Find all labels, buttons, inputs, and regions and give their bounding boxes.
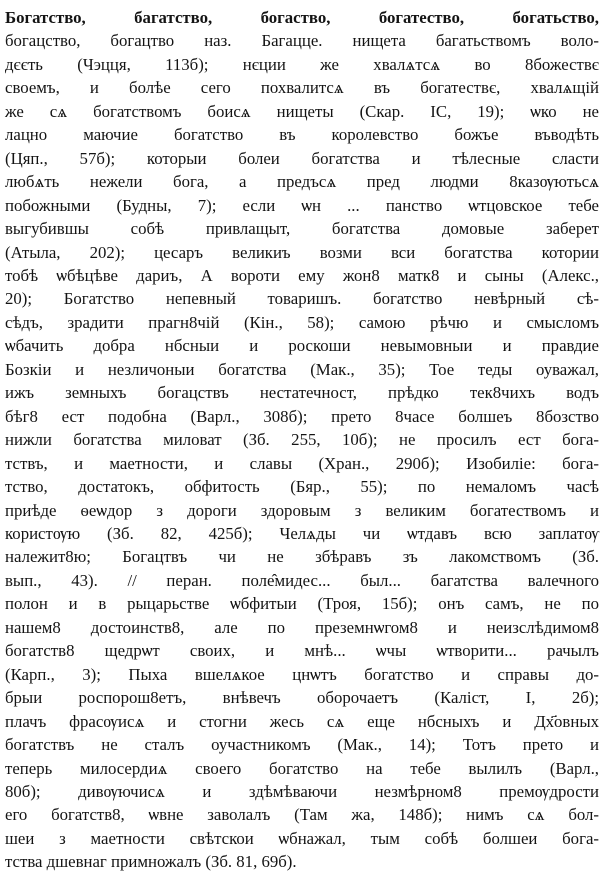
entry-line: богацство, богацтво наз. Багацце. нищета багатьствомъ воло-	[5, 31, 599, 51]
entry-line: богатств8 щедрѡт своих, и мнѣ... ѡчы ѡтворити... рачылъ	[5, 641, 599, 661]
entry-line: своемъ, и болѣе сего похвалитсѧ въ богатествє, хвалѧщій	[5, 78, 599, 98]
entry-line: бѣг8 ест подобна (Варл., 308б); прето 8часе болшеъ 8бозство	[5, 406, 599, 426]
entry-line: выгубившы собѣ привлащыт, богатства домовые заберет	[5, 219, 599, 239]
entry-line: приѣде ѳеѡдор з дороги здоровым з великим богатествомъ и	[5, 500, 599, 520]
entry-line: (Карп., 3); Пыха вшелѧкое цнѡтъ богатство и справы до-	[5, 664, 599, 684]
entry-line: полон и в рыцарьстве ѡбфитыи (Троя, 15б); онъ самъ, не по	[5, 594, 599, 614]
entry-line: Богатство, багатство, богаство, богатество, богатьство,	[5, 8, 599, 27]
entry-line: тобѣ ѡбѣцѣве дариъ, А вороти ему жон8 матк8 и сыны (Алекс.,	[5, 265, 599, 285]
entry-line: его богатств8, ѡвне заволалъ (Там жа, 148б); нимъ сѧ бол-	[5, 805, 599, 825]
entry-line: нашем8 достоинств8, але по преземнѡгом8 и неизслѣдимом8	[5, 617, 599, 637]
entry-line: богатствъ не сталъ оучастникомъ (Мак., 14); Тотъ прето и	[5, 735, 599, 755]
entry-line: 80б); дивѹючисѧ и здѣмѣваючи незмѣрном8 премѹдрости	[5, 781, 599, 801]
entry-line: побожными (Будны, 7); если ѡн ... панство ѡтцовское тебе	[5, 195, 599, 215]
entry-line: (Атыла, 202); цесаръ великиъ возми вси богатства котории	[5, 242, 599, 262]
entry-line: належит8ю; Богацтвъ чи не збѣравъ зъ лакомствомъ (Зб.	[5, 547, 599, 567]
entry-line: (Цяп., 57б); которыи болеи богатства и тѣлесные сласти	[5, 148, 599, 168]
entry-line: любѧть нежели бога, а предъсѧ пред людми 8казѹютьсѧ	[5, 172, 599, 192]
entry-line: шеи з маетности свѣтскои ѡбнажал, тым собѣ болшеи бога-	[5, 828, 599, 848]
dictionary-entry	[5, 6, 599, 874]
entry-line: користѹю (Зб. 82, 425б); Челѧды чи ѡтдавъ всю заплатѹ	[5, 523, 599, 543]
entry-line: вып., 43). // перан. поле̂мидес... был... багатства валечного	[5, 570, 599, 590]
entry-line: лацно маючие богатство въ королевство божъе въводѣть	[5, 125, 599, 145]
entry-line: брыи роспорош8етъ, внѣвечъ оборочаетъ (Калiст, I, 2б);	[5, 688, 599, 708]
entry-line: плачъ фрасѹисѧ и стогни жесь сѧ еще нбсныхъ и Дх҃овных	[5, 711, 599, 731]
entry-line: тства дшевнаг примножалъ (Зб. 81, 69б).	[5, 852, 297, 872]
entry-line: тство, достатокъ, обфитость (Бяр., 55); по немаломъ часѣ	[5, 477, 599, 497]
entry-line: ѡбачить добра нбсныи и роскоши невымовныи и правдиe	[5, 336, 599, 356]
entry-line: нижли богатства миловат (Зб. 255, 10б); не просилъ ест бога-	[5, 430, 599, 450]
entry-line: сѣдъ, зрадити прагн8чій (Кін., 58); самою рѣчю и смысломъ	[5, 312, 599, 332]
entry-line: же сѧ богатствомъ боисѧ нищеты (Скар. IC, 19); ѡко не	[5, 101, 599, 121]
entry-line: тствъ, и маетности, и славы (Хран., 290б); Изобиліе: бога-	[5, 453, 599, 473]
entry-line: дєєть (Чэцця, 113б); нєции же хвалѧтсѧ во 8божествє	[5, 54, 599, 74]
entry-line: теперь милосердиѧ своего богатство на тебе вылилъ (Варл.,	[5, 758, 599, 778]
entry-line: ижъ земныхъ богацствъ нестатечност, прѣдко тек8чихъ водъ	[5, 383, 599, 403]
entry-line: Бозкіи и незличоныи богатства (Мак., 35); Тое теды оуважал,	[5, 359, 599, 379]
entry-line: 20); Богатство непевный товаришъ. богатство невѣрный сѣ-	[5, 289, 599, 309]
